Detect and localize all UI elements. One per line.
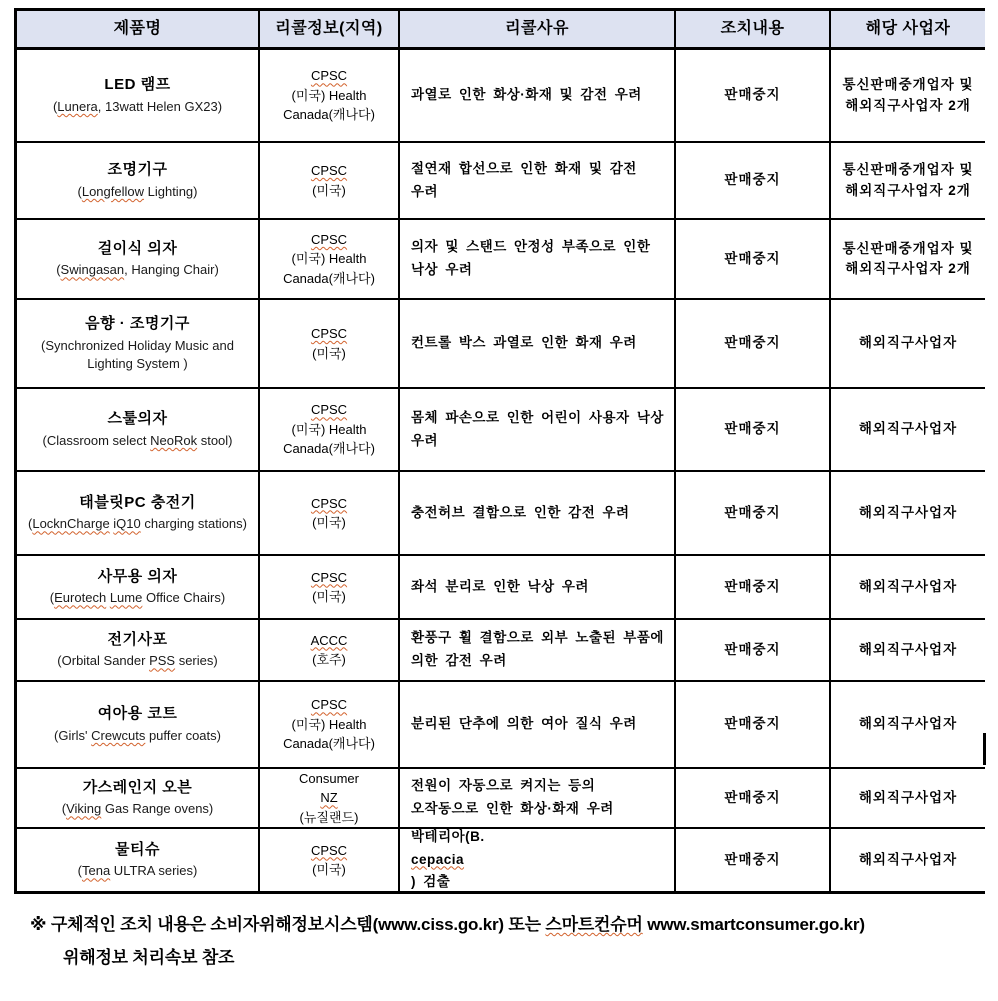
product-name-english: (LocknCharge iQ10 charging stations) [28, 516, 247, 532]
action-cell: 판매중지 [676, 220, 831, 298]
product-cell [17, 50, 260, 141]
action-cell: 판매중지 [676, 472, 831, 554]
action-cell: 판매중지 [676, 769, 831, 827]
recall-info-region-cell: CPSC (미국) Health Canada(캐나다) [260, 682, 400, 767]
action-cell: 판매중지 [676, 389, 831, 470]
product-cell [17, 143, 260, 218]
action-cell: 판매중지 [676, 143, 831, 218]
table-row [17, 220, 985, 300]
spellcheck-underline: iQ10 [113, 516, 141, 532]
recall-reason-cell: 박테리아(B. cepacia ) 검출 [400, 829, 676, 891]
product-name-korean: 스툴의자 [107, 410, 168, 428]
header-action: 조치내용 [676, 11, 831, 47]
business-cell: 해외직구사업자 [858, 335, 958, 351]
business-cell: 해외직구사업자 [858, 716, 958, 732]
text-cursor-mark [983, 733, 986, 765]
product-cell [17, 220, 260, 298]
recall-info-region-cell: CPSC (미국) [260, 300, 400, 387]
product-cell [17, 620, 260, 680]
product-name-english: (Longfellow Lighting) [77, 183, 198, 199]
recall-reason-cell: 좌석 분리로 인한 낙상 우려 [400, 556, 676, 618]
table-row [17, 300, 985, 389]
action-cell: 판매중지 [676, 620, 831, 680]
product-name-english: (Synchronized Holiday Music and Lighting System ) [41, 337, 234, 372]
recall-info-region-cell: CPSC (미국) Health Canada(캐나다) [260, 389, 400, 470]
table-row [17, 556, 985, 620]
header-recall-reason: 리콜사유 [400, 11, 676, 47]
product-name-korean: 음향 · 조명기구 [85, 314, 190, 332]
recall-info-region-cell: CPSC (미국) [260, 556, 400, 618]
table-row [17, 472, 985, 556]
business-cell: 해외직구사업자 [858, 851, 958, 867]
recall-reason-cell: 분리된 단추에 의한 여아 질식 우려 [400, 682, 676, 767]
product-name-korean: 조명기구 [107, 161, 168, 179]
recall-info-region-cell: CPSC (미국) [260, 143, 400, 218]
product-cell [17, 472, 260, 554]
recall-info-region-cell: CPSC (미국) Health Canada(캐나다) [260, 220, 400, 298]
recall-info-region-cell: ACCC (호주) [260, 620, 400, 680]
recall-info-region-cell: CPSC (미국) [260, 472, 400, 554]
product-name-korean: 가스레인지 오븐 [82, 778, 193, 796]
product-name-korean: 걸이식 의자 [97, 239, 178, 257]
table-header-row [17, 11, 985, 50]
product-cell [17, 389, 260, 470]
spellcheck-underline: CPSC [310, 231, 348, 247]
business-cell: 해외직구사업자 [858, 789, 958, 805]
product-cell [17, 300, 260, 387]
recall-reason-cell: 의자 및 스탠드 안정성 부족으로 인한 낙상 우려 [400, 220, 676, 298]
spellcheck-underline: LocknCharge [32, 516, 110, 532]
product-cell [17, 556, 260, 618]
recall-reason-cell: 충전허브 결함으로 인한 감전 우려 [400, 472, 676, 554]
action-cell: 판매중지 [676, 50, 831, 141]
business-cell: 통신판매중개업자 및 해외직구사업자 2개 [842, 162, 974, 198]
recall-reason-cell: 절연재 합선으로 인한 화재 및 감전 우려 [400, 143, 676, 218]
table-row [17, 143, 985, 220]
table-row [17, 620, 985, 682]
spellcheck-underline: PSS [149, 653, 176, 669]
spellcheck-underline: CPSC [310, 495, 348, 511]
spellcheck-underline: Swingasan [60, 262, 125, 278]
action-cell: 판매중지 [676, 829, 831, 891]
product-name-english: (Orbital Sander PSS series) [57, 653, 218, 669]
recall-reason-cell: 전원이 자동으로 켜지는 등의 오작동으로 인한 화상·화재 우려 [400, 769, 676, 827]
header-business: 해당 사업자 [865, 20, 951, 38]
footnote-line-1: ※ 구체적인 조치 내용은 소비자위해정보시스템(www.ciss.go.kr) 또는 스마트컨슈머 www.smartconsumer.go.kr) [30, 915, 865, 934]
product-cell [17, 769, 260, 827]
business-cell: 해외직구사업자 [858, 504, 958, 520]
spellcheck-underline: Lume [109, 590, 143, 606]
business-cell: 통신판매중개업자 및 해외직구사업자 2개 [842, 77, 974, 113]
action-cell: 판매중지 [676, 300, 831, 387]
spellcheck-underline: Eurotech [54, 590, 107, 606]
recall-info-region-cell: CPSC (미국) Health Canada(캐나다) [260, 50, 400, 141]
product-name-english: (Tena ULTRA series) [77, 863, 198, 879]
spellcheck-underline: Viking [66, 801, 102, 817]
product-name-english: (Eurotech Lume Office Chairs) [49, 590, 226, 606]
product-name-english: (Lunera, 13watt Helen GX23) [52, 98, 223, 114]
action-cell: 판매중지 [676, 556, 831, 618]
table-row [17, 682, 985, 769]
recall-info-region-cell: CPSC (미국) [260, 829, 400, 891]
recall-table [14, 8, 985, 894]
recall-reason-cell: 컨트롤 박스 과열로 인한 화재 우려 [400, 300, 676, 387]
header-recall-info-region: 리콜정보(지역) [260, 11, 400, 47]
spellcheck-underline: Tena [81, 863, 111, 879]
spellcheck-underline: NZ [320, 790, 338, 806]
business-cell: 해외직구사업자 [858, 641, 958, 657]
spellcheck-underline: NeoRok [150, 432, 198, 448]
product-name-korean: 전기사포 [107, 630, 168, 648]
recall-reason-cell: 환풍구 휠 결함으로 외부 노출된 부품에 의한 감전 우려 [400, 620, 676, 680]
spellcheck-underline: cepacia [411, 851, 465, 867]
product-name-english: (Girls' Crewcuts puffer coats) [54, 727, 221, 743]
spellcheck-underline: CPSC [310, 163, 348, 178]
product-name-korean: 태블릿PC 충전기 [79, 493, 196, 511]
action-cell: 판매중지 [676, 682, 831, 767]
business-cell: 통신판매중개업자 및 해외직구사업자 2개 [842, 240, 974, 276]
product-name-korean: 사무용 의자 [97, 567, 178, 585]
business-cell: 해외직구사업자 [858, 578, 958, 594]
product-name-korean: 물티슈 [115, 840, 160, 858]
header-product: 제품명 [17, 11, 260, 47]
product-cell [17, 682, 260, 767]
footnote-line-2: 위해정보 처리속보 참조 [63, 948, 235, 968]
business-cell: 해외직구사업자 [858, 421, 958, 437]
recall-reason-cell: 과열로 인한 화상·화재 및 감전 우려 [400, 50, 676, 141]
footnote [30, 908, 980, 974]
table-row [17, 50, 985, 143]
spellcheck-underline: CPSC [310, 697, 348, 713]
product-name-korean: LED 램프 [104, 76, 171, 94]
spellcheck-underline: Lunera [57, 98, 98, 114]
table-row [17, 829, 985, 891]
spellcheck-underline: 스마트컨슈머 [545, 915, 643, 934]
table-row [17, 769, 985, 829]
spellcheck-underline: CPSC [310, 402, 348, 418]
table-row [17, 389, 985, 472]
spellcheck-underline: ACCC [310, 632, 348, 648]
spellcheck-underline: CPSC [310, 569, 348, 585]
recall-info-region-cell: Consumer NZ (뉴질랜드) [260, 769, 400, 827]
product-cell [17, 829, 260, 891]
product-name-korean: 여아용 코트 [97, 705, 178, 723]
spellcheck-underline: Longfellow [81, 183, 144, 199]
spellcheck-underline: Crewcuts [91, 727, 146, 743]
spellcheck-underline: CPSC [310, 842, 348, 858]
product-name-english: (Viking Gas Range ovens) [61, 801, 214, 817]
product-name-english: (Swingasan, Hanging Chair) [56, 262, 219, 278]
spellcheck-underline: CPSC [310, 68, 348, 84]
product-name-english: (Classroom select NeoRok stool) [42, 432, 233, 448]
spellcheck-underline: CPSC [310, 326, 348, 341]
recall-reason-cell: 몸체 파손으로 인한 어린이 사용자 낙상 우려 [400, 389, 676, 470]
